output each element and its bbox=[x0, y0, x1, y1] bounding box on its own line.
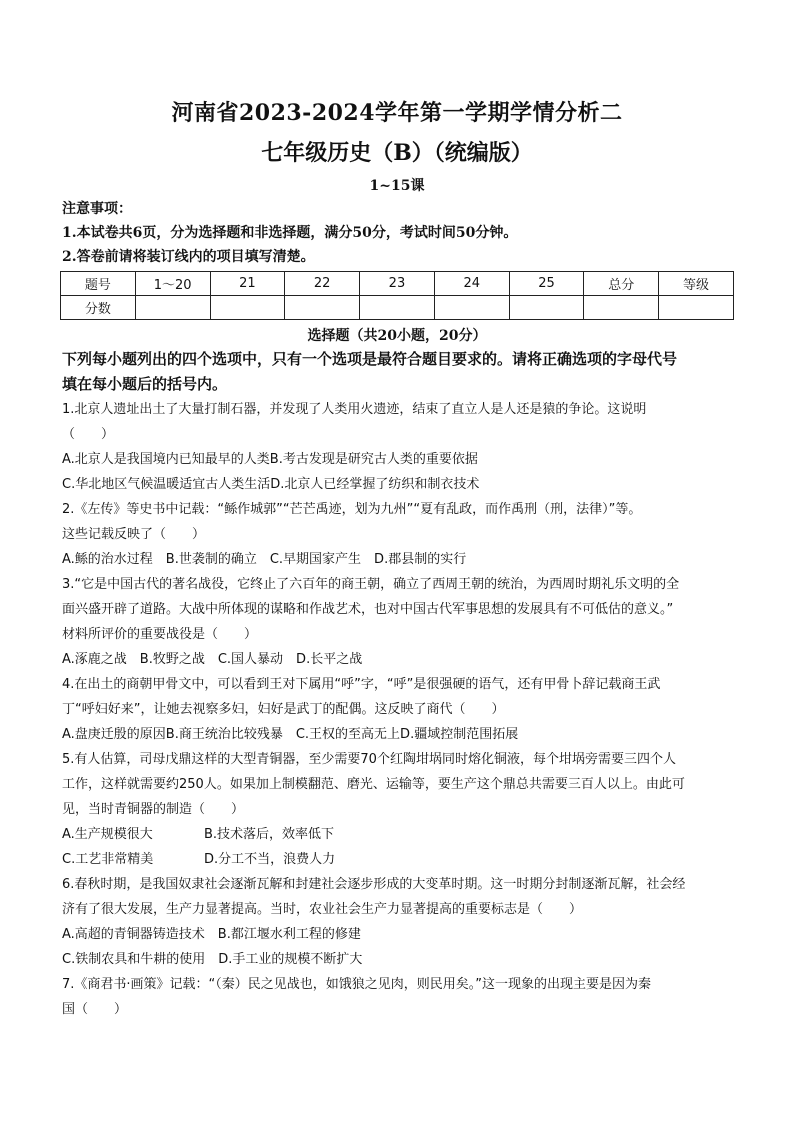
question-stem-line: 材料所评价的重要战役是（ ） bbox=[62, 627, 258, 642]
question-stem-line: 国（ ） bbox=[62, 1002, 128, 1017]
notes-heading: 注意事项： bbox=[62, 201, 132, 217]
score-cell bbox=[584, 296, 659, 320]
instruction-line: 下列每小题列出的四个选项中，只有一个选项是最符合题目要求的。请将正确选项的字母代号 bbox=[62, 350, 678, 368]
question-stem-line: 济有了很大发展，生产力显著提高。当时，农业社会生产力显著提高的重要标志是（ ） bbox=[62, 902, 583, 917]
question-stem-line: 7.《商君书·画策》记载：“（秦）民之见战也，如饿狼之见肉，则民用矣。”这一现象的出现主要是因为秦 bbox=[62, 977, 652, 992]
score-header-cell: 1～20 bbox=[135, 272, 210, 296]
exam-notes bbox=[62, 197, 742, 269]
question-stem-line: 2.《左传》等史书中记载：“鲧作城郭”“芒芒禹迹，划为九州”“夏有乱政，而作禹刑（刑，法律）”等。 bbox=[62, 502, 642, 517]
score-table-header-row bbox=[61, 272, 734, 296]
score-header-cell: 25 bbox=[509, 272, 584, 296]
question-stem-line: 这些记载反映了（ ） bbox=[62, 527, 206, 542]
section-title: 选择题（共20小题，20分） bbox=[307, 328, 487, 344]
score-cell bbox=[135, 296, 210, 320]
option-b: B.技术落后，效率低下 bbox=[204, 827, 335, 842]
question-option-line: A.北京人是我国境内已知最早的人类B.考古发现是研究古人类的重要依据 bbox=[62, 452, 478, 467]
option-d: D.分工不当，浪费人力 bbox=[204, 852, 336, 867]
question-stem-line: （ ） bbox=[62, 427, 115, 442]
score-header-cell: 等级 bbox=[659, 272, 734, 296]
question-option-line: A.盘庚迁殷的原因B.商王统治比较残暴 C.王权的至高无上D.疆域控制范围拓展 bbox=[62, 727, 519, 742]
score-header-cell: 总分 bbox=[584, 272, 659, 296]
score-table bbox=[60, 271, 734, 320]
question-option-line: A.鲧的治水过程 B.世袭制的确立 C.早期国家产生 D.郡县制的实行 bbox=[62, 552, 467, 567]
instruction-line: 填在每小题后的括号内。 bbox=[62, 375, 228, 393]
question-stem-line: 6.春秋时期，是我国奴隶社会逐渐瓦解和封建社会逐步形成的大变革时期。这一时期分封制逐渐瓦解，社会经 bbox=[62, 877, 686, 892]
note-item: 2.答卷前请将装订线内的项目填写清楚。 bbox=[62, 249, 315, 265]
exam-subtitle: 七年级历史（B）（统编版） bbox=[261, 140, 533, 166]
question-stem-line: 4.在出土的商朝甲骨文中，可以看到王对下属用“呼”字，“呼”是很强硬的语气，还有甲骨卜辞记载商王武 bbox=[62, 677, 661, 692]
question-stem-line: 丁“呼妇好来”，让她去视察多妇，妇好是武丁的配偶。这反映了商代（ ） bbox=[62, 702, 505, 717]
question-option-line: C.华北地区气候温暖适宜古人类生活D.北京人已经掌握了纺织和制衣技术 bbox=[62, 477, 480, 492]
question-option-line: A.高超的青铜器铸造技术 B.都江堰水利工程的修建 bbox=[62, 927, 361, 942]
score-cell bbox=[659, 296, 734, 320]
question-stem-line: 1.北京人遗址出土了大量打制石器，并发现了人类用火遗迹，结束了直立人是人还是猿的争论。这说明 bbox=[62, 402, 647, 417]
question-stem-line: 5.有人估算，司母戊鼎这样的大型青铜器，至少需要70个红陶坩埚同时熔化铜液，每个坩埚旁需要三四个人 bbox=[62, 752, 676, 767]
note-item: 1.本试卷共6页，分为选择题和非选择题，满分50分，考试时间50分钟。 bbox=[62, 225, 518, 241]
score-header-cell: 23 bbox=[360, 272, 435, 296]
question-option-line: A.涿鹿之战 B.牧野之战 C.国人暴动 D.长平之战 bbox=[62, 652, 363, 667]
question-option-line bbox=[62, 847, 742, 872]
exam-scope: 1~15课 bbox=[369, 178, 425, 194]
score-cell bbox=[509, 296, 584, 320]
question-option-line bbox=[62, 822, 742, 847]
question-stem-line: 工作，这样就需要约250人。如果加上制模翻范、磨光、运输等，要生产这个鼎总共需要三百人以上。由此可 bbox=[62, 777, 685, 792]
question-list bbox=[62, 397, 742, 1022]
score-cell bbox=[210, 296, 285, 320]
score-header-cell: 21 bbox=[210, 272, 285, 296]
question-stem-line: 3.“它是中国古代的著名战役，它终止了六百年的商王朝，确立了西周王朝的统治，为西周时期礼乐文明的全 bbox=[62, 577, 680, 592]
section-instruction bbox=[62, 347, 742, 397]
score-header-cell: 24 bbox=[434, 272, 509, 296]
score-table-score-row bbox=[61, 296, 734, 320]
score-cell bbox=[434, 296, 509, 320]
score-header-cell: 22 bbox=[285, 272, 360, 296]
question-stem-line: 见，当时青铜器的制造（ ） bbox=[62, 802, 245, 817]
score-cell bbox=[360, 296, 435, 320]
exam-title: 河南省2023-2024学年第一学期学情分析二 bbox=[171, 100, 623, 126]
score-header-cell: 题号 bbox=[61, 272, 136, 296]
question-option-line: C.铁制农具和牛耕的使用 D.手工业的规模不断扩大 bbox=[62, 952, 363, 967]
option-c: C.工艺非常精美 bbox=[62, 852, 154, 867]
score-cell bbox=[285, 296, 360, 320]
question-stem-line: 面兴盛开辟了道路。大战中所体现的谋略和作战艺术，也对中国古代军事思想的发展具有不可低估的意义。” bbox=[62, 602, 674, 617]
score-row-label: 分数 bbox=[61, 296, 136, 320]
option-a: A.生产规模很大 bbox=[62, 827, 153, 842]
